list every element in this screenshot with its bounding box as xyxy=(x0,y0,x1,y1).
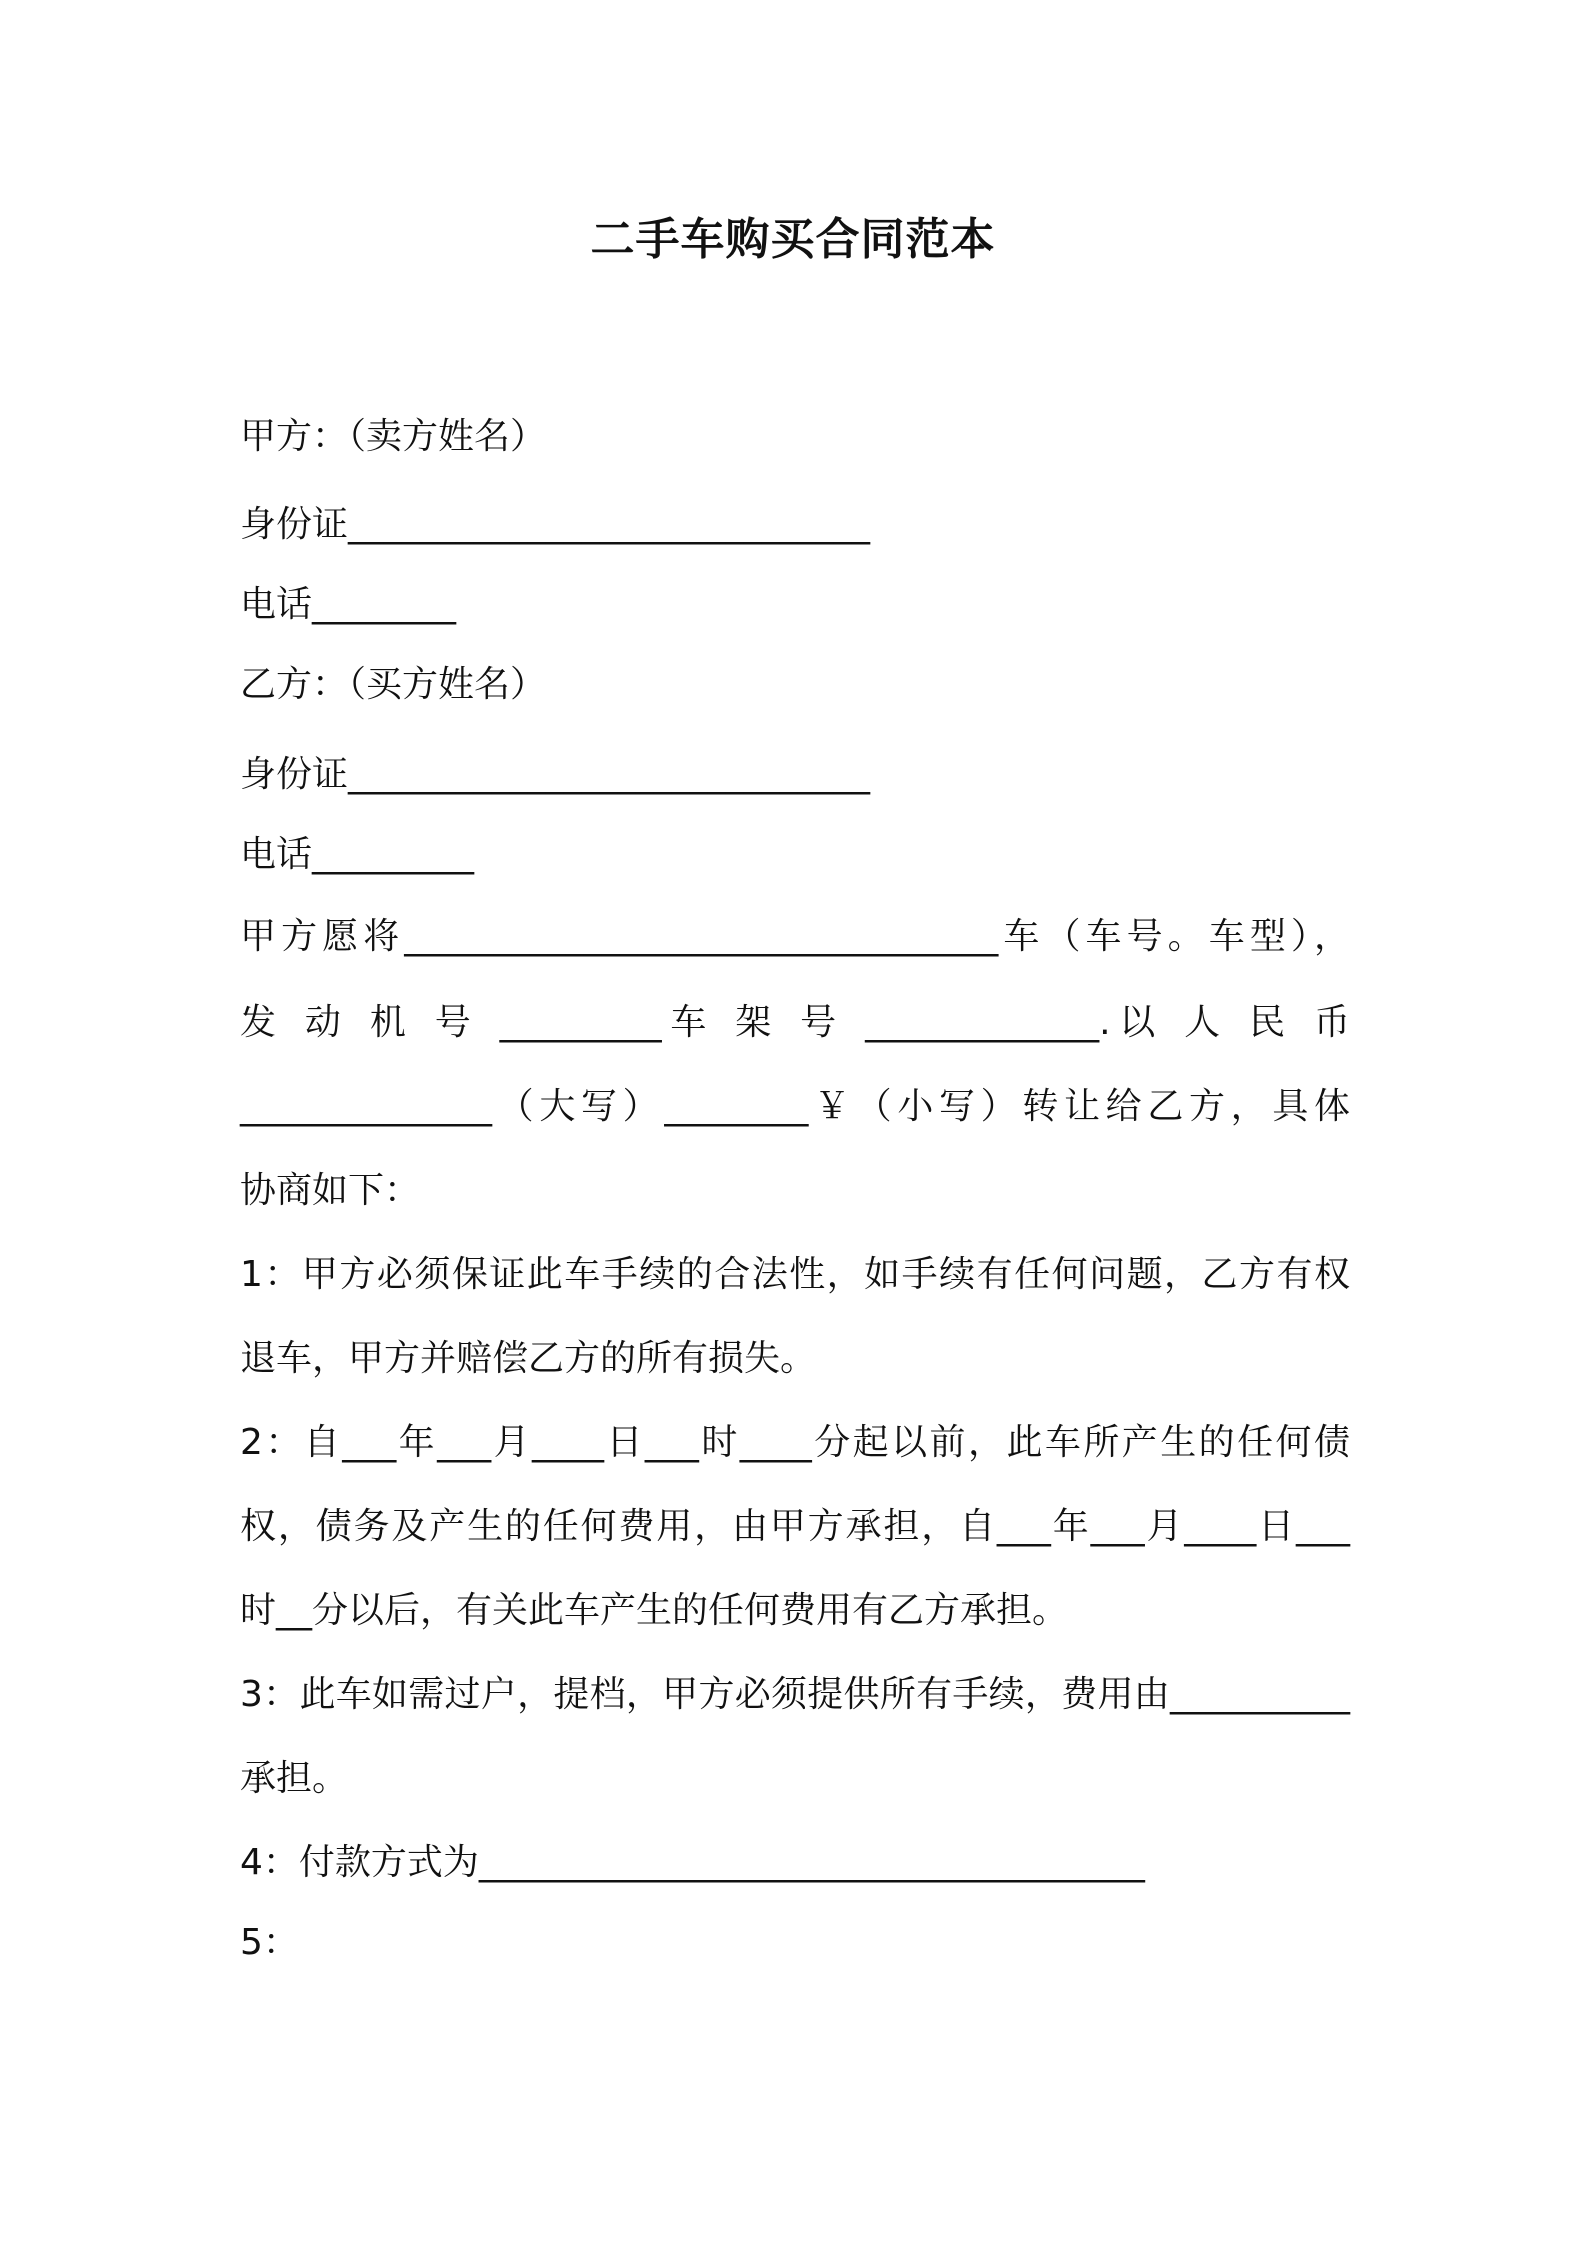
party-b-id-line: 身份证_____________________________ xyxy=(240,754,871,795)
clause-4-line-1: 4：付款方式为_____________________________________ xyxy=(240,1842,1145,1883)
clause-3-line-1: 3：此车如需过户，提档，甲方必须提供所有手续，费用由__________ xyxy=(240,1674,1350,1715)
clause-2-line-3: 时__分以后，有关此车产生的任何费用有乙方承担。 xyxy=(240,1590,1069,1631)
party-a-label: 甲方：（卖方姓名） xyxy=(240,416,547,457)
party-a-phone-line: 电话________ xyxy=(240,584,457,625)
clause-3-line-2: 承担。 xyxy=(240,1758,349,1799)
vehicle-line-1: 甲方愿将_________________________________车（车号。车型）， xyxy=(240,916,1350,957)
page-title: 二手车购买合同范本 xyxy=(590,214,996,265)
vehicle-line-2: 发 动 机 号 _________车 架 号 _____________.以 人 民 币 xyxy=(240,1002,1350,1043)
clause-1-line-1: 1：甲方必须保证此车手续的合法性，如手续有任何问题，乙方有权 xyxy=(240,1254,1350,1295)
clause-2-line-1: 2：自___年___月____日___时____分起以前，此车所产生的任何债 xyxy=(240,1422,1350,1463)
clause-5-line-1: 5： xyxy=(240,1922,299,1963)
clause-1-line-2: 退车，甲方并赔偿乙方的所有损失。 xyxy=(240,1338,817,1379)
party-a-id-line: 身份证_____________________________ xyxy=(240,504,871,545)
party-b-phone-line: 电话_________ xyxy=(240,834,475,875)
vehicle-line-3: ______________（大写）________￥（小写）转让给乙方，具体 xyxy=(240,1086,1350,1127)
clause-2-line-2: 权，债务及产生的任何费用，由甲方承担，自___年___月____日___ xyxy=(240,1506,1350,1547)
vehicle-line-4: 协商如下： xyxy=(240,1170,421,1211)
party-b-label: 乙方：（买方姓名） xyxy=(240,664,547,705)
